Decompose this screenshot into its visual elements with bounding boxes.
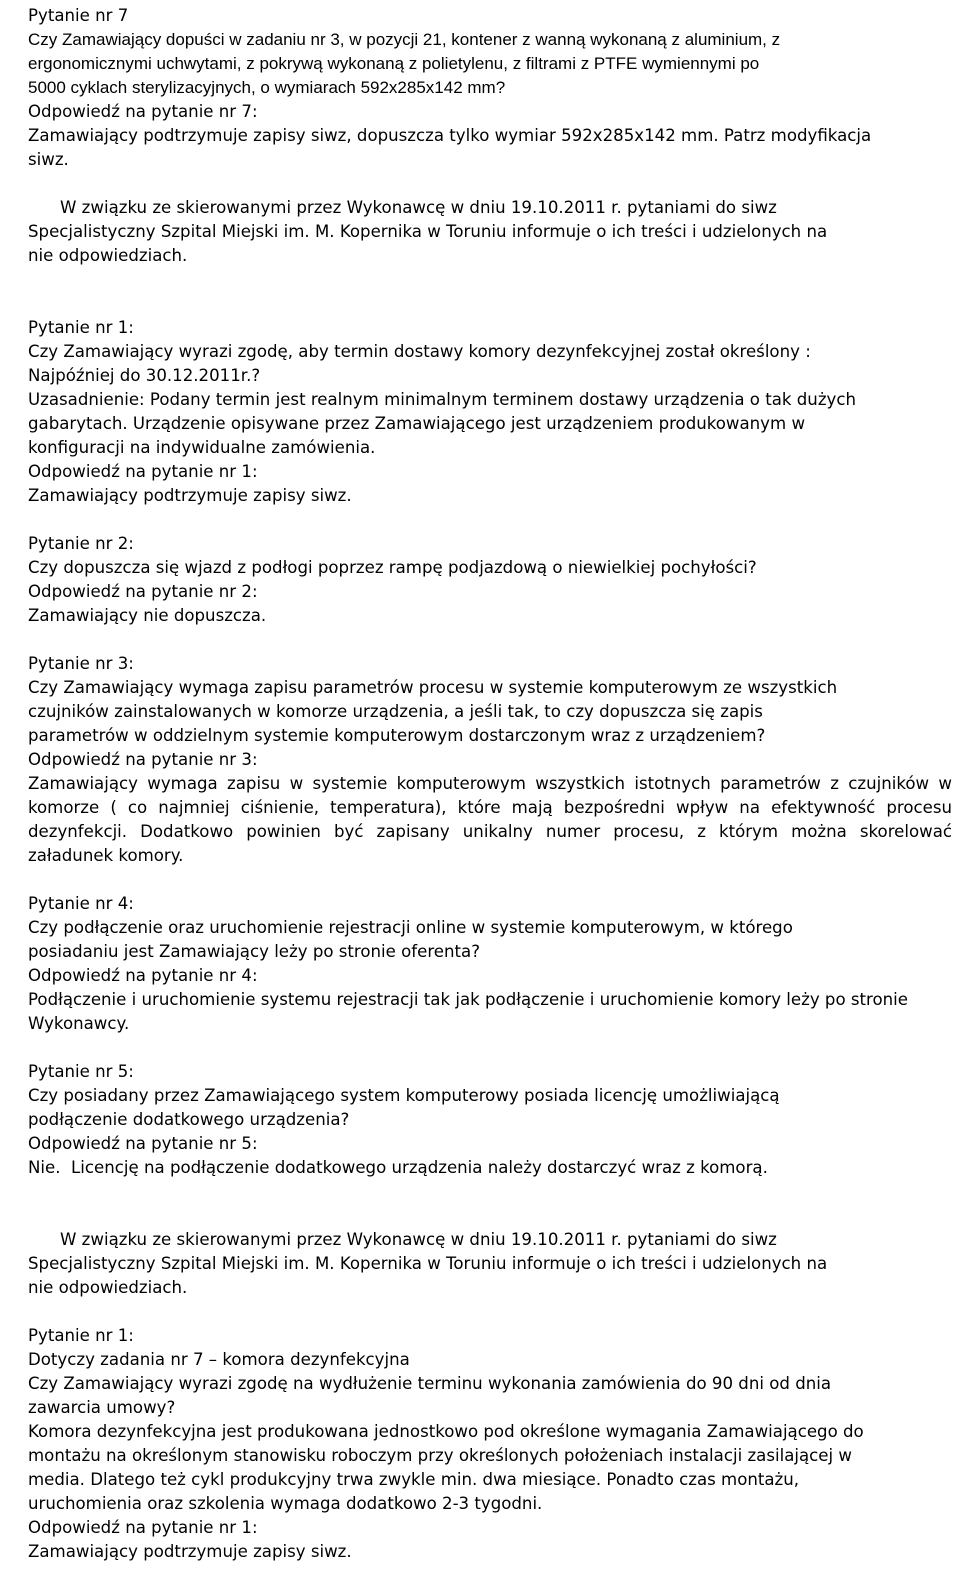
justification-line: media. Dlatego też cykl produkcyjny trwa zwykle min. dwa miesiące. Ponadto czas montażu, [28, 1470, 800, 1489]
question-5-text-line: Czy posiadany przez Zamawiającego system komputerowy posiada licencję umożliwiającą [28, 1086, 780, 1105]
question-1-text-line: Czy Zamawiający wyrazi zgodę, aby termin dostawy komory dezynfekcyjnej został określony : [28, 342, 811, 361]
answer-7-text-line: siwz. [28, 150, 69, 169]
answer-1-title: Odpowiedź na pytanie nr 1: [28, 462, 258, 481]
question-5-title: Pytanie nr 5: [28, 1062, 134, 1081]
answer-4-text: Podłączenie i uruchomienie systemu rejestracji tak jak podłączenie i uruchomienie komory leży po stronie Wykonawcy. [28, 990, 908, 1033]
answer-7-text-line: Zamawiający podtrzymuje zapisy siwz, dopuszcza tylko wymiar 592x285x142 mm. Patrz modyfikacja [28, 126, 872, 145]
answer-1-text: Zamawiający podtrzymuje zapisy siwz. [28, 1542, 352, 1561]
answer-2-text: Zamawiający nie dopuszcza. [28, 606, 267, 625]
question-1-text-line: zawarcia umowy? [28, 1398, 176, 1417]
question-5-text-line: podłączenie dodatkowego urządzenia? [28, 1110, 350, 1129]
question-1-text-line: Najpóźniej do 30.12.2011r.? [28, 366, 261, 385]
question-3-text-line: Czy Zamawiający wymaga zapisu parametrów procesu w systemie komputerowym ze wszystkich [28, 678, 838, 697]
question-1-text-line: Czy Zamawiający wyrazi zgodę na wydłużenie terminu wykonania zamówienia do 90 dni od dnia [28, 1374, 832, 1393]
question-1-title: Pytanie nr 1: [28, 1326, 134, 1345]
question-3-text-line: parametrów w oddzielnym systemie komputerowym dostarczonym wraz z urządzeniem? [28, 726, 766, 745]
document-page [28, 4, 952, 1564]
answer-1-title: Odpowiedź na pytanie nr 1: [28, 1518, 258, 1537]
justification-line: Komora dezynfekcyjna jest produkowana jednostkowo pod określone wymagania Zamawiającego do [28, 1422, 864, 1441]
justification-line: gabarytach. Urządzenie opisywane przez Zamawiającego jest urządzeniem produkowanym w [28, 414, 806, 433]
intro-line: nie odpowiedziach. [28, 246, 188, 265]
question-3-text-line: czujników zainstalowanych w komorze urządzenia, a jeśli tak, to czy dopuszcza się zapis [28, 702, 763, 721]
answer-3-title: Odpowiedź na pytanie nr 3: [28, 750, 258, 769]
justification-line: montażu na określonym stanowisku roboczym przy określonych położeniach instalacji zasilającej w [28, 1446, 852, 1465]
answer-7-title: Odpowiedź na pytanie nr 7: [28, 102, 258, 121]
question-7-text-line: 5000 cyklach sterylizacyjnych, o wymiarach 592x285x142 mm? [28, 78, 506, 97]
question-7-text-line: ergonomicznymi uchwytami, z pokrywą wykonaną z polietylenu, z filtrami z PTFE wymiennymi po [28, 54, 760, 73]
justification-line: konfiguracji na indywidualne zamówienia. [28, 438, 376, 457]
intro-line: W związku ze skierowanymi przez Wykonawcę w dniu 19.10.2011 r. pytaniami do siwz [60, 198, 777, 217]
question-2-text-line: Czy dopuszcza się wjazd z podłogi poprzez rampę podjazdową o niewielkiej pochyłości? [28, 558, 757, 577]
answer-5-text: Nie. Licencję na podłączenie dodatkowego urządzenia należy dostarczyć wraz z komorą. [28, 1158, 768, 1177]
question-4-title: Pytanie nr 4: [28, 894, 134, 913]
question-4-text-line: posiadaniu jest Zamawiający leży po stronie oferenta? [28, 942, 481, 961]
answer-2-title: Odpowiedź na pytanie nr 2: [28, 582, 258, 601]
answer-1-text: Zamawiający podtrzymuje zapisy siwz. [28, 486, 352, 505]
justification-line: uruchomienia oraz szkolenia wymaga dodatkowo 2-3 tygodni. [28, 1494, 543, 1513]
answer-5-title: Odpowiedź na pytanie nr 5: [28, 1134, 258, 1153]
question-7-title: Pytanie nr 7 [28, 6, 129, 25]
question-4-text-line: Czy podłączenie oraz uruchomienie rejestracji online w systemie komputerowym, w którego [28, 918, 793, 937]
intro-line: W związku ze skierowanymi przez Wykonawcę w dniu 19.10.2011 r. pytaniami do siwz [60, 1230, 777, 1249]
question-7-text-line: Czy Zamawiający dopuści w zadaniu nr 3, w pozycji 21, kontener z wanną wykonaną z aluminium, z [28, 30, 781, 49]
intro-line: nie odpowiedziach. [28, 1278, 188, 1297]
question-3-title: Pytanie nr 3: [28, 654, 134, 673]
intro-line: Specjalistyczny Szpital Miejski im. M. Kopernika w Toruniu informuje o ich treści i udzielonych na [28, 222, 828, 241]
question-2-title: Pytanie nr 2: [28, 534, 134, 553]
justification-line: Uzasadnienie: Podany termin jest realnym minimalnym terminem dostawy urządzenia o tak dużych [28, 390, 856, 409]
question-1-title: Pytanie nr 1: [28, 318, 134, 337]
answer-3-text: Zamawiający wymaga zapisu w systemie komputerowym wszystkich istotnych parametrów z czujników w komorze ( co najmniej ciśnienie, temperatura), które mają bezpośredni wpływ na efektywność procesu dezynfekcji. Dodatkowo powinien być zapisany unikalny numer procesu, z którym można skorelować załadunek komory. [28, 774, 952, 865]
answer-4-title: Odpowiedź na pytanie nr 4: [28, 966, 258, 985]
intro-line: Specjalistyczny Szpital Miejski im. M. Kopernika w Toruniu informuje o ich treści i udzielonych na [28, 1254, 828, 1273]
question-subject: Dotyczy zadania nr 7 – komora dezynfekcyjna [28, 1350, 410, 1369]
